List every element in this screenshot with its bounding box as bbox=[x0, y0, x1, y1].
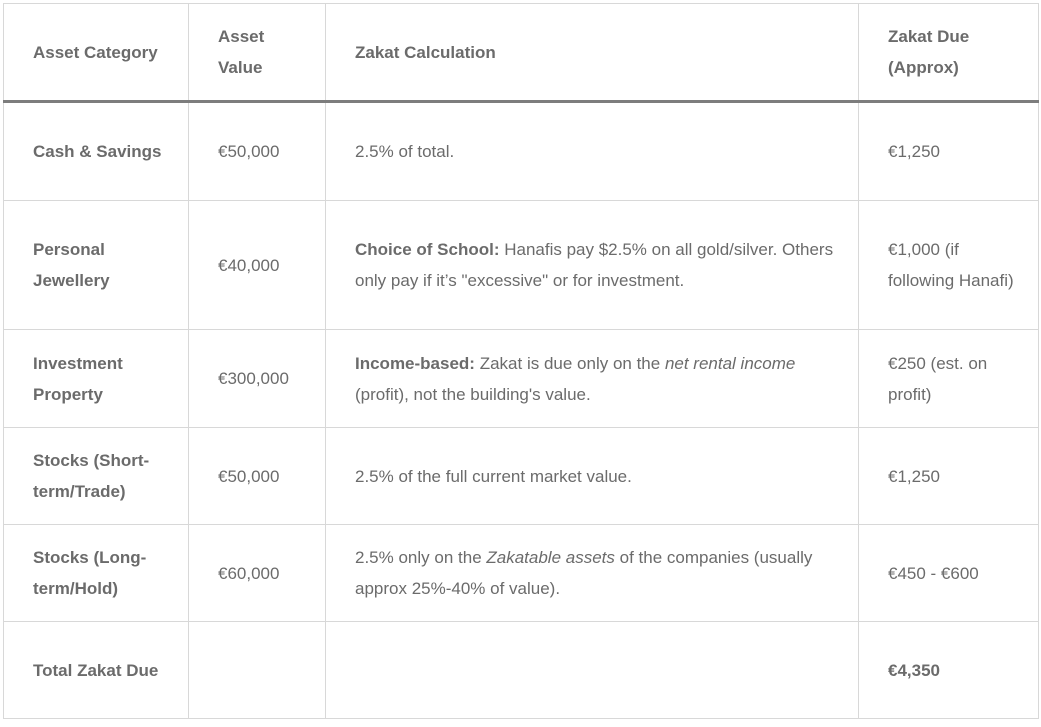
table-row bbox=[4, 330, 1039, 428]
calculation-text: 2.5% only on the bbox=[355, 548, 487, 567]
table-row bbox=[4, 102, 1039, 201]
calculation-text: (profit), not the building's value. bbox=[355, 384, 591, 404]
header-zakat-due: Zakat Due (Approx) bbox=[859, 4, 1039, 102]
zakat-due-cell: €450 - €600 bbox=[859, 525, 1039, 622]
zakat-calculation-cell bbox=[326, 525, 859, 622]
empty-cell bbox=[189, 622, 326, 719]
header-row bbox=[4, 4, 1039, 102]
calculation-bold-text: Choice of School: bbox=[355, 240, 500, 259]
header-asset-category: Asset Category bbox=[4, 4, 189, 102]
calculation-italic-text: net rental income bbox=[664, 353, 796, 373]
zakat-table bbox=[3, 3, 1039, 719]
calculation-text: 2.5% of the full current market value. bbox=[355, 466, 632, 486]
asset-category-cell: Investment Property bbox=[4, 330, 189, 428]
zakat-calculation-cell bbox=[326, 102, 859, 201]
table-row bbox=[4, 525, 1039, 622]
table-body bbox=[4, 102, 1039, 719]
header-asset-value: Asset Value bbox=[189, 4, 326, 102]
zakat-calculation-cell bbox=[326, 201, 859, 330]
zakat-calculation-cell bbox=[326, 330, 859, 428]
calculation-text: Hanafis pay $2.5% on all gold/silver. Others only pay if it’s "excessive" or for investment. bbox=[355, 240, 834, 290]
zakat-due-cell: €1,250 bbox=[859, 102, 1039, 201]
asset-category-cell: Personal Jewellery bbox=[4, 201, 189, 330]
total-label-cell: Total Zakat Due bbox=[4, 622, 189, 719]
total-row bbox=[4, 622, 1039, 719]
table-row bbox=[4, 428, 1039, 525]
asset-value-cell: €50,000 bbox=[189, 428, 326, 525]
calculation-italic-text: Zakatable assets bbox=[486, 548, 615, 567]
zakat-due-cell: €250 (est. on profit) bbox=[859, 330, 1039, 428]
calculation-text: of the companies (usually approx 25%-40% of value). bbox=[355, 548, 813, 598]
calculation-text: 2.5% of total. bbox=[355, 142, 455, 161]
asset-category-cell: Stocks (Long-term/Hold) bbox=[4, 525, 189, 622]
asset-category-cell: Stocks (Short-term/Trade) bbox=[4, 428, 189, 525]
zakat-calculation-cell bbox=[326, 428, 859, 525]
asset-value-cell: €60,000 bbox=[189, 525, 326, 622]
asset-value-cell: €300,000 bbox=[189, 330, 326, 428]
total-value-cell: €4,350 bbox=[859, 622, 1039, 719]
asset-value-cell: €40,000 bbox=[189, 201, 326, 330]
asset-category-cell: Cash & Savings bbox=[4, 102, 189, 201]
zakat-due-cell: €1,250 bbox=[859, 428, 1039, 525]
asset-value-cell: €50,000 bbox=[189, 102, 326, 201]
calculation-text: Zakat is due only on the bbox=[474, 353, 665, 373]
empty-cell bbox=[326, 622, 859, 719]
header-zakat-calculation: Zakat Calculation bbox=[326, 4, 859, 102]
table-row bbox=[4, 201, 1039, 330]
calculation-bold-text: Income-based: bbox=[355, 353, 475, 373]
table-header bbox=[4, 4, 1039, 102]
zakat-due-cell: €1,000 (if following Hanafi) bbox=[859, 201, 1039, 330]
